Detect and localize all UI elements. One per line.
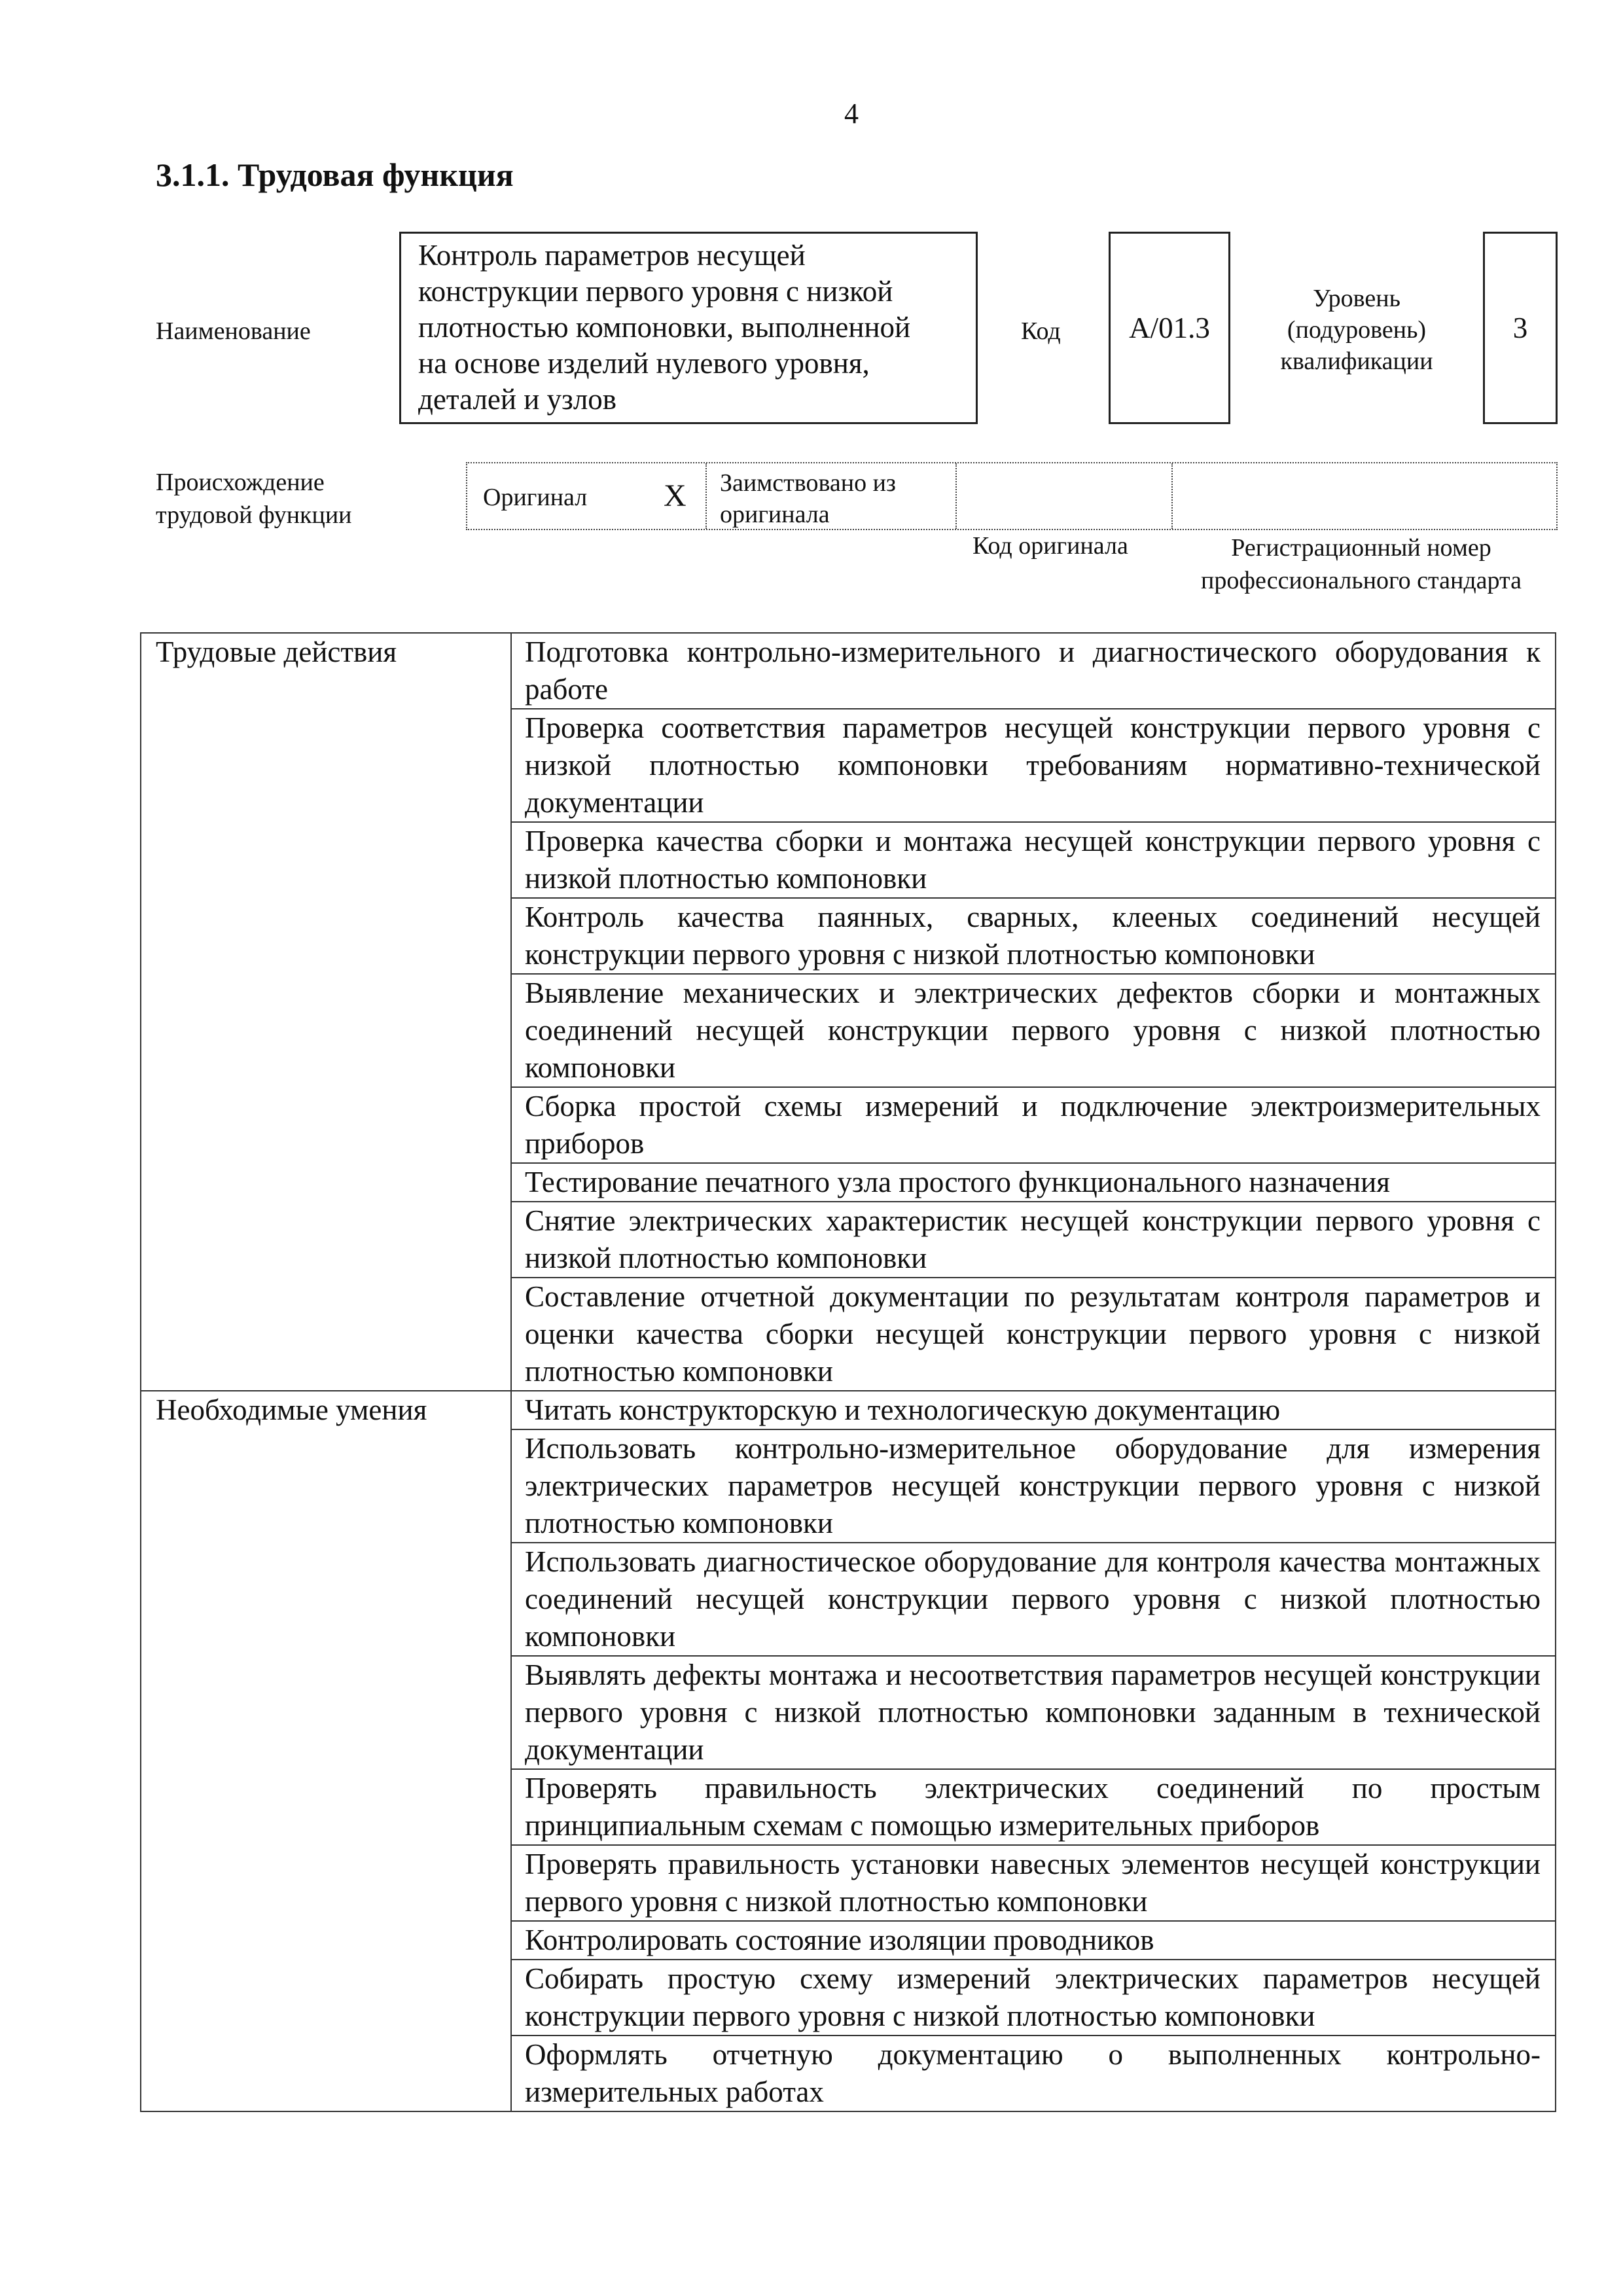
original-mark: X <box>664 478 687 513</box>
borrowed-label <box>720 467 896 530</box>
section-item: Выявлять дефекты монтажа и несоответствия параметров несущей конструкции первого уровня с низкой плотностью компоновки заданным в технической документации <box>511 1656 1556 1769</box>
table-row <box>141 633 1556 709</box>
level-label <box>1249 283 1465 377</box>
section-item: Сборка простой схемы измерений и подключение электроизмерительных приборов <box>511 1087 1556 1163</box>
section-item: Контролировать состояние изоляции проводников <box>511 1921 1556 1960</box>
origin-label-line: Происхождение <box>156 469 325 496</box>
origin-borrowed-cell <box>707 463 957 529</box>
level-value: 3 <box>1483 232 1558 424</box>
function-name-line: Контроль параметров несущей <box>418 239 806 272</box>
function-name-line: плотностью компоновки, выполненной <box>418 311 911 344</box>
section-item: Проверять правильность электрических соединений по простым принципиальным схемам с помощью измерительных приборов <box>511 1769 1556 1845</box>
origin-table <box>466 462 1558 530</box>
function-name-line: на основе изделий нулевого уровня, <box>418 347 870 380</box>
level-label-line: квалификации <box>1280 348 1433 375</box>
origin-label-line: трудовой функции <box>156 501 352 529</box>
name-label: Наименование <box>156 317 311 345</box>
section-item: Подготовка контрольно-измерительного и диагностического оборудования к работе <box>511 633 1556 709</box>
code-value: А/01.3 <box>1109 232 1230 424</box>
section-category: Трудовые действия <box>141 633 511 1391</box>
section-item: Выявление механических и электрических дефектов сборки и монтажных соединений несущей конструкции первого уровня с низкой плотностью компоновки <box>511 974 1556 1087</box>
reg-caption-line: профессионального стандарта <box>1201 567 1522 594</box>
function-name-box <box>399 232 978 424</box>
section-item: Использовать контрольно-измерительное оборудование для измерения электрических параметров несущей конструкции первого уровня с низкой плотностью компоновки <box>511 1429 1556 1543</box>
section-item: Собирать простую схему измерений электрических параметров несущей конструкции первого уровня с низкой плотностью компоновки <box>511 1960 1556 2036</box>
level-label-line: (подуровень) <box>1287 316 1427 344</box>
section-item: Оформлять отчетную документацию о выполненных контрольно-измерительных работах <box>511 2036 1556 2111</box>
origin-code-cell <box>957 463 1173 529</box>
code-label: Код <box>1021 317 1061 345</box>
borrowed-label-line: оригинала <box>720 501 830 528</box>
table-row <box>141 1391 1556 1429</box>
section-item: Снятие электрических характеристик несущей конструкции первого уровня с низкой плотностью компоновки <box>511 1202 1556 1278</box>
original-label: Оригинал <box>483 484 588 511</box>
borrowed-label-line: Заимствовано из <box>720 469 896 497</box>
function-name-line: конструкции первого уровня с низкой <box>418 275 893 308</box>
section-item: Использовать диагностическое оборудование для контроля качества монтажных соединений несущей конструкции первого уровня с низкой плотностью компоновки <box>511 1543 1556 1656</box>
function-name-line: деталей и узлов <box>418 383 617 416</box>
section-item: Проверка качества сборки и монтажа несущей конструкции первого уровня с низкой плотностью компоновки <box>511 822 1556 898</box>
section-title: 3.1.1. Трудовая функция <box>156 156 514 193</box>
section-item: Проверка соответствия параметров несущей конструкции первого уровня с низкой плотностью компоновки требованиям нормативно-технической документации <box>511 709 1556 822</box>
section-item: Тестирование печатного узла простого функционального назначения <box>511 1163 1556 1202</box>
section-item: Составление отчетной документации по результатам контроля параметров и оценки качества сборки несущей конструкции первого уровня с низкой плотностью компоновки <box>511 1278 1556 1391</box>
functions-table <box>140 632 1556 2112</box>
reg-number-caption <box>1178 531 1544 597</box>
page-number: 4 <box>844 98 859 130</box>
origin-reg-cell <box>1173 463 1556 529</box>
origin-label <box>156 466 352 531</box>
section-item: Читать конструкторскую и технологическую документацию <box>511 1391 1556 1429</box>
section-item: Проверять правильность установки навесных элементов несущей конструкции первого уровня с низкой плотностью компоновки <box>511 1845 1556 1921</box>
origin-original-cell <box>467 463 707 529</box>
section-item: Контроль качества паянных, сварных, клееных соединений несущей конструкции первого уровня с низкой плотностью компоновки <box>511 898 1556 974</box>
level-label-line: Уровень <box>1313 285 1400 312</box>
code-original-caption: Код оригинала <box>972 532 1128 560</box>
reg-caption-line: Регистрационный номер <box>1231 534 1491 562</box>
section-category: Необходимые умения <box>141 1391 511 2111</box>
